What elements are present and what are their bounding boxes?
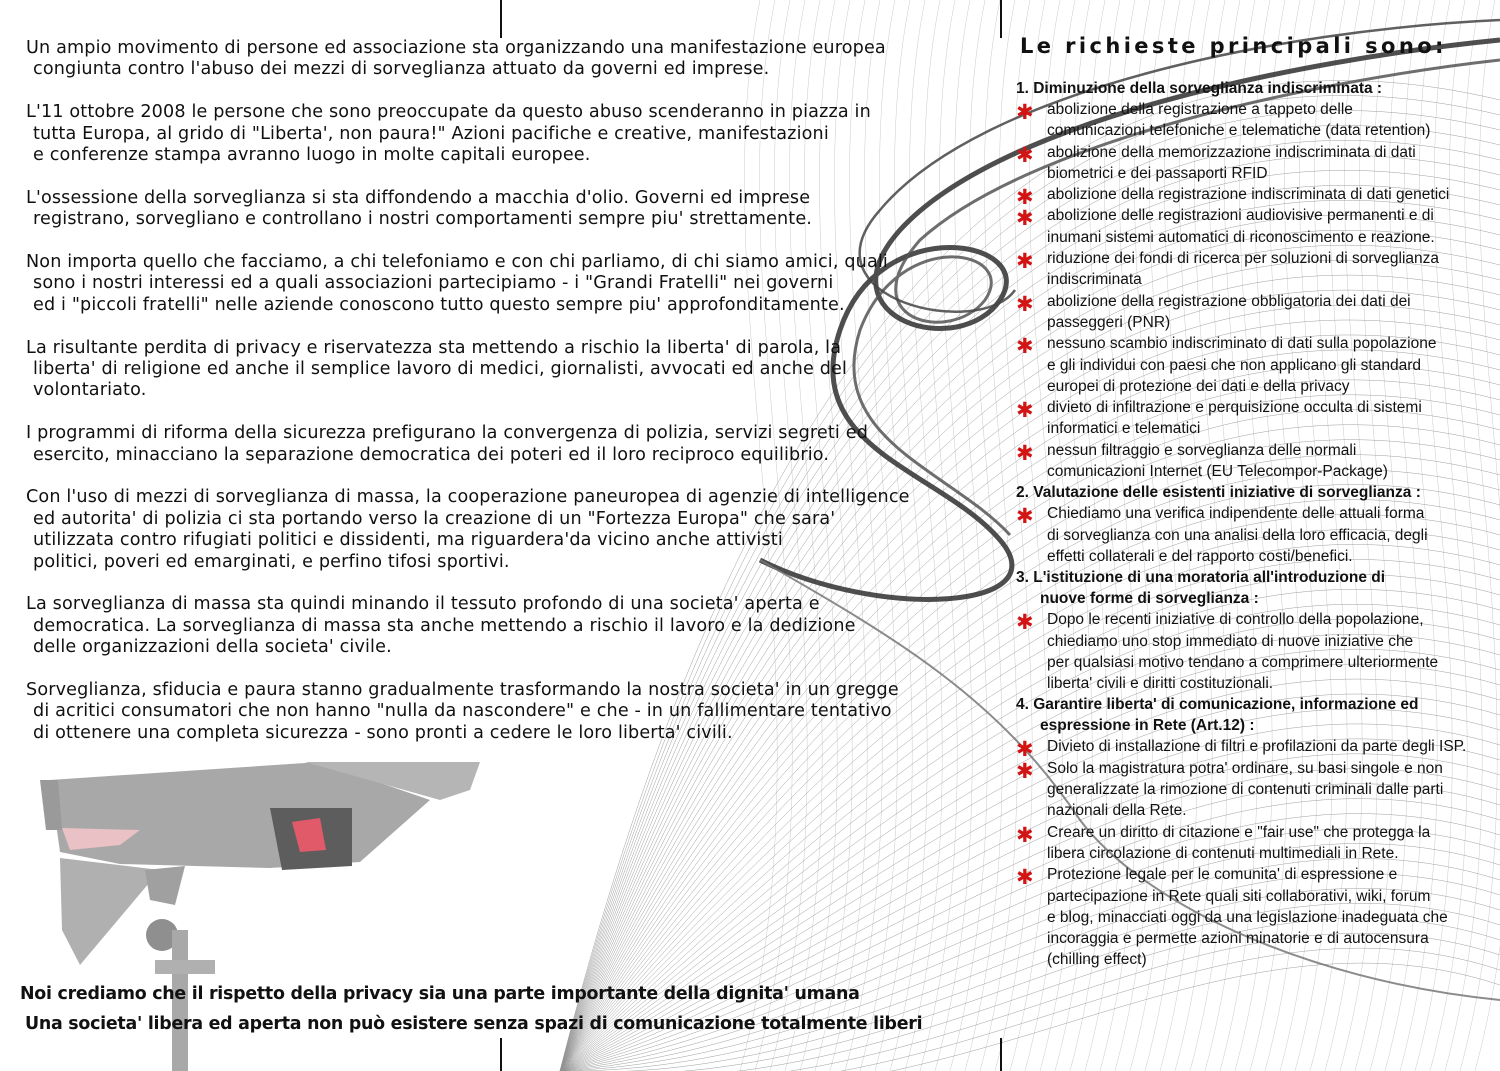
demand-item-line: abolizione della memorizzazione indiscriminata di dati [1047,143,1416,161]
red-asterisk-icon: ✱ [1016,440,1034,465]
demand-item [1016,248,1496,291]
demand-item-line: abolizione delle registrazioni audiovisive permanenti e di [1047,207,1434,225]
paragraph-line: La sorveglianza di massa sta quindi minando il tessuto profondo di una societa' aperta e [26,594,820,615]
demand-item [1016,503,1496,567]
red-asterisk-icon: ✱ [1016,100,1034,124]
demand-item-line: riduzione dei fondi di ricerca per soluzioni di sorveglianza [1047,250,1440,268]
demand-item [1016,822,1496,865]
paragraph-line: utilizzata contro rifugiati politici e dissidenti, ma riguardera'da vicino anche attivisti [33,530,783,551]
fold-mark [500,1038,502,1071]
body-paragraph [26,102,1006,166]
red-asterisk-icon: ✱ [1016,334,1034,359]
demand-item-line: informatici e telematici [1047,420,1201,438]
demand-item-line: divieto di infiltrazione e perquisizione occulta di sistemi [1047,399,1422,417]
demand-heading [1016,482,1496,503]
demand-item [1016,397,1496,440]
demand-heading-line: nuove forme di sorveglianza : [1040,590,1259,608]
demand-item-line: nessun filtraggio e sorveglianza delle normali [1047,441,1357,459]
demands-title: Le richieste principali sono: [1020,34,1447,58]
paragraph-line: Sorveglianza, sfiducia e paura stanno gradualmente trasformando la nostra societa' in un gregge [26,680,899,701]
demand-item-line: libera circolazione di contenuti multimediali in Rete. [1047,844,1399,862]
paragraph-line: Un ampio movimento di persone ed associazione sta organizzando una manifestazione europea [26,38,886,58]
demand-item-line: Solo la magistratura potra' ordinare, su basi singole e non [1047,759,1443,777]
body-paragraph [26,188,1006,231]
demand-item-line: abolizione della registrazione indiscriminata di dati genetici [1047,186,1450,204]
red-asterisk-icon: ✱ [1016,185,1034,210]
demand-item-line: liberta' civili e diritti costituzionali. [1047,675,1274,693]
demand-heading-line: 2. Valutazione delle esistenti iniziative di sorveglianza : [1016,484,1421,502]
paragraph-line: registrano, sorvegliano e controllano i nostri comportamenti sempre piu' strettamente. [33,209,813,230]
paragraph-line: Non importa quello che facciamo, a chi telefoniamo e con chi parliamo, di chi siamo amici, quali [26,252,888,273]
demand-item-line: abolizione della registrazione a tappeto delle [1047,101,1353,118]
demand-item-line: Protezione legale per le comunita' di espressione e [1047,866,1398,884]
demand-item-line: generalizzate la rimozione di contenuti criminali dalle parti [1047,781,1444,799]
demand-item [1016,736,1496,762]
demand-item [1016,333,1496,397]
demand-heading-line: 3. L'istituzione di una moratoria all'introduzione di [1016,569,1386,587]
demand-heading-line: espressione in Rete (Art.12) : [1040,717,1255,735]
demand-item-line: Creare un diritto di citazione e "fair use" che protegga la [1047,823,1431,841]
paragraph-line: democratica. La sorveglianza di massa sta anche mettendo a rischio il lavoro e la dedizione [33,615,856,636]
demand-item [1016,609,1496,694]
paragraph-line: volontariato. [33,380,147,401]
paragraph-line: I programmi di riforma della sicurezza prefigurano la convergenza di polizia, servizi segreti ed [26,423,869,444]
main-text-column [26,38,1006,766]
demand-item-line: partecipazione in Rete quali siti collaborativi, wiki, forum [1047,887,1431,905]
demand-item-line: incoraggia e permette azioni minatorie e di autocensura [1047,930,1429,948]
demand-item [1016,184,1496,210]
paragraph-line: ed i "piccoli fratelli" nelle aziende conoscono tutto questo sempre piu' approfonditamente. [33,294,845,315]
paragraph-line: congiunta contro l'abuso dei mezzi di sorveglianza attuato da governi ed imprese. [33,59,770,80]
fold-mark [1000,1038,1002,1071]
demand-item-line: Dopo le recenti iniziative di controllo della popolazione, [1047,611,1424,629]
demand-heading [1016,78,1496,99]
red-asterisk-icon: ✱ [1016,758,1034,783]
body-paragraph [26,594,1006,658]
demand-item [1016,291,1496,334]
fold-mark [1000,0,1002,38]
demand-item-line: (chilling effect) [1047,951,1147,969]
demand-heading [1016,567,1496,609]
demand-item-line: europei di protezione dei dati e della privacy [1047,377,1350,395]
demand-item-line: comunicazioni Internet (EU Telecompor-Package) [1047,463,1388,481]
body-paragraph [26,423,1006,466]
demand-heading-line: 4. Garantire liberta' di comunicazione, informazione ed [1016,696,1419,714]
paragraph-line: delle organizzazioni della societa' civile. [33,637,392,658]
demand-item-line: Divieto di installazione di filtri e profilazioni da parte degli ISP. [1047,738,1467,756]
paragraph-line: liberta' di religione ed anche il semplice lavoro di medici, giornalisti, avvocati ed anche del [33,359,848,380]
demand-item-line: passeggeri (PNR) [1047,313,1171,331]
demand-item-line: chiediamo uno stop immediato di nuove iniziative che [1047,632,1414,650]
body-paragraph [26,38,1006,81]
demand-item-line: nessuno scambio indiscriminato di dati sulla popolazione [1047,335,1437,353]
red-asterisk-icon: ✱ [1016,206,1034,231]
fold-mark [500,0,502,38]
demands-column [1016,34,1496,971]
paragraph-line: La risultante perdita di privacy e riservatezza sta mettendo a rischio la liberta' di parola, la [26,337,842,358]
footer-line-2: Una societa' libera ed aperta non può esistere senza spazi di comunicazione totalmente liberi [25,1014,923,1034]
body-paragraph [26,252,1006,316]
paragraph-line: Con l'uso di mezzi di sorveglianza di massa, la cooperazione paneuropea di agenzie di intelligence [26,487,910,508]
red-asterisk-icon: ✱ [1016,737,1034,762]
body-paragraph [26,487,1006,573]
demand-item-line: biometrici e dei passaporti RFID [1047,164,1268,182]
demand-item-line: abolizione della registrazione obbligatoria dei dati dei [1047,292,1411,310]
paragraph-line: di acritici consumatori che non hanno "nulla da nascondere" e che - in un fallimentare tentativo [33,701,892,722]
demand-item-line: e gli individui con paesi che non applicano gli standard [1047,356,1421,374]
red-asterisk-icon: ✱ [1016,504,1034,529]
paragraph-line: L'11 ottobre 2008 le persone che sono preoccupate da questo abuso scenderanno in piazza in [26,102,871,123]
paragraph-line: sono i nostri interessi ed a quali associazioni partecipiamo - i "Grandi Fratelli" nei governi [33,273,834,294]
paragraph-line: e conferenze stampa avranno luogo in molte capitali europee. [33,145,591,166]
red-asterisk-icon: ✱ [1016,398,1034,423]
demand-item [1016,99,1496,142]
demand-item [1016,142,1496,185]
footer-line-1: Noi crediamo che il rispetto della privacy sia una parte importante della dignita' umana [20,984,860,1004]
red-asterisk-icon: ✱ [1016,865,1034,890]
demand-item [1016,864,1496,970]
paragraph-line: ed autorita' di polizia ci sta portando verso la creazione di un "Fortezza Europa" che sara' [33,508,836,529]
demand-item-line: comunicazioni telefoniche e telematiche (data retention) [1047,122,1431,140]
demand-item [1016,758,1496,822]
red-asterisk-icon: ✱ [1016,291,1034,316]
demand-item-line: di sorveglianza con una analisi della loro efficacia, degli [1047,526,1428,544]
demand-item-line: per qualsiasi motivo tendano a comprimere ulteriormente [1047,653,1439,671]
demand-item-line: Chiediamo una verifica indipendente delle attuali forma [1047,505,1425,523]
body-paragraph [26,338,1006,402]
paragraph-line: esercito, minacciano la separazione democratica dei poteri ed il loro reciproco equilibrio. [33,444,830,465]
body-paragraph [26,680,1006,744]
red-asterisk-icon: ✱ [1016,249,1034,274]
demands-list [1016,78,1496,971]
red-asterisk-icon: ✱ [1016,610,1034,635]
demand-heading-line: 1. Diminuzione della sorveglianza indiscriminata : [1016,80,1383,97]
paragraph-line: L'ossessione della sorveglianza si sta diffondendo a macchia d'olio. Governi ed imprese [26,187,811,208]
demand-item-line: inumani sistemi automatici di riconoscimento e reazione. [1047,228,1435,246]
demand-item [1016,440,1496,483]
red-asterisk-icon: ✱ [1016,822,1034,847]
demand-item-line: indiscriminata [1047,271,1142,289]
demand-heading [1016,694,1496,736]
demand-item-line: e blog, minacciati oggi da una legislazione inadeguata che [1047,908,1448,926]
red-asterisk-icon: ✱ [1016,142,1034,167]
paragraph-line: tutta Europa, al grido di "Liberta', non paura!" Azioni pacifiche e creative, manifestazioni [33,123,829,144]
demand-item [1016,205,1496,248]
demand-item-line: nazionali della Rete. [1047,802,1187,820]
paragraph-line: politici, poveri ed emarginati, e perfino tifosi sportivi. [33,551,510,572]
paragraph-line: di ottenere una completa sicurezza - sono pronti a cedere le loro liberta' civili. [33,722,733,743]
demand-item-line: effetti collaterali e del rapporto costi/benefici. [1047,547,1353,565]
